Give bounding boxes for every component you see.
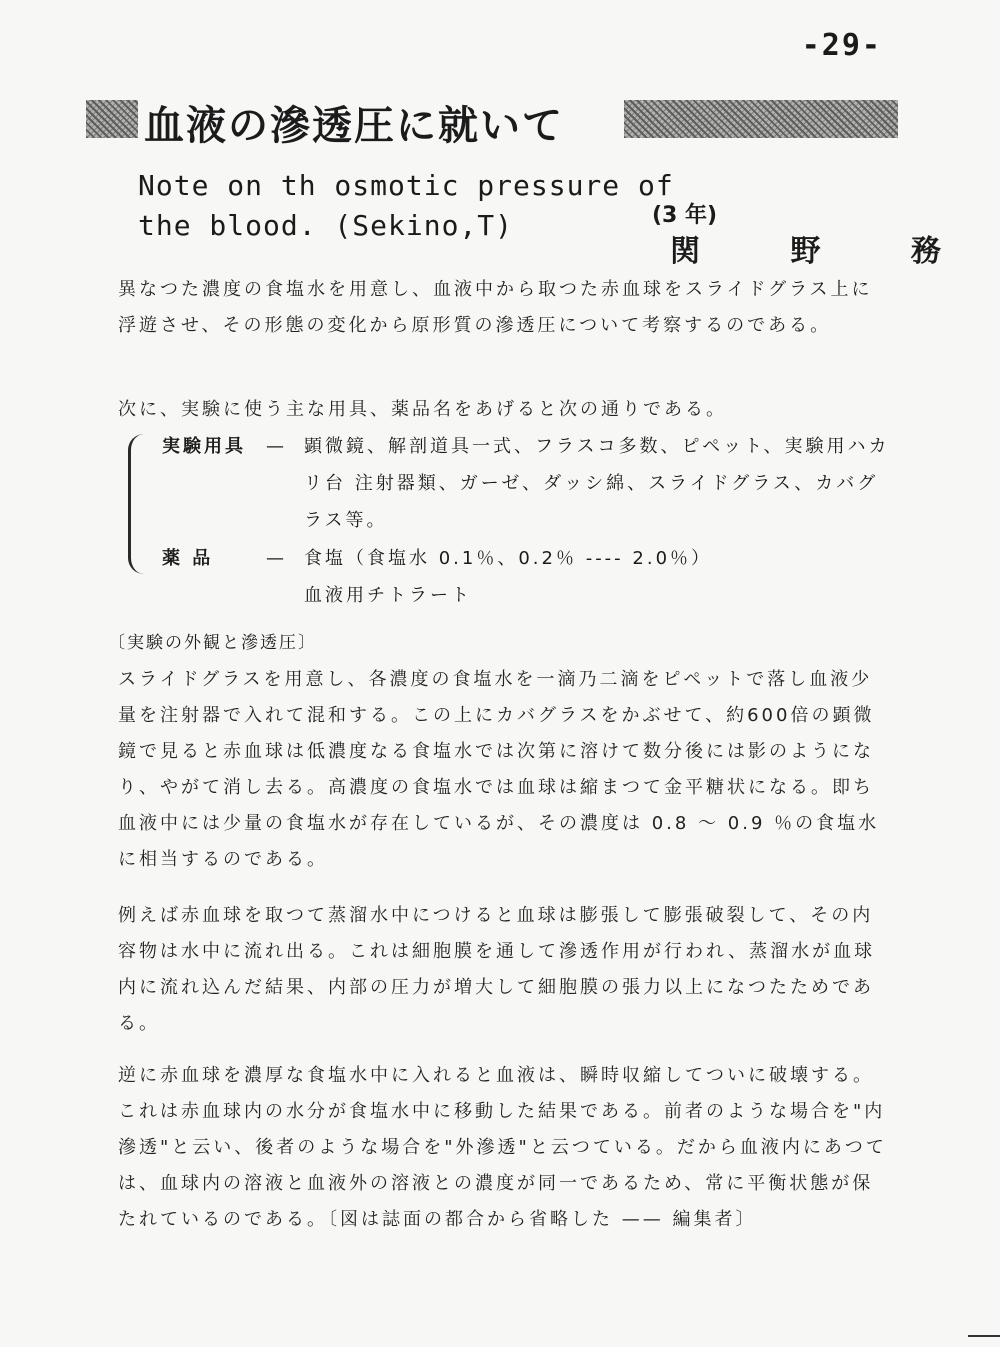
author-name: 関 野 務 (670, 234, 981, 269)
redaction-noise-left (86, 100, 138, 138)
reagent-dash: — (266, 548, 287, 569)
english-title: Note on th osmotic pressure of the blood. (Sekino,T) (138, 169, 674, 242)
observation-paragraph-3: 逆に赤血球を濃厚な食塩水中に入れると血液は、瞬時収縮してついに破壊する。これは赤血球内の水分が食塩水中に移動した結果である。前者のような場合を"内滲透"と云い、後者のような場合を"外滲透"と云つている。だから血液内にあつては、血球内の溶液と血液外の溶液との濃度が同一であるため、常に平衡状態が保たれているのである。〔図は誌面の都合から省略した —— 編集者〕 (118, 1065, 887, 1230)
observation-paragraph-1: スライドグラスを用意し、各濃度の食塩水を一滴乃二滴をピペットで落し血液少量を注射器で入れて混和する。この上にカバグラスをかぶせて、約600倍の顕微鏡で見ると赤血球は低濃度なる食塩水では次第に溶けて数分後には影のようになり、やがて消し去る。高濃度の食塩水では血球は縮まつて金平糖状になる。即ち血液中には少量の食塩水が存在しているが、その濃度は 0.8 〜 0.9 ％の食塩水に相当するのである。 (118, 669, 880, 870)
equipment-value: 顕微鏡、解剖道具一式、フラスコ多数、ピペット、実験用ハカリ台 注射器類、ガーゼ、ダッシ綿、スライドグラス、カバグラス等。 (304, 436, 890, 531)
materials-list (128, 428, 898, 628)
reagent-value-line2: 血液用チトラート (304, 585, 472, 606)
list-intro-paragraph: 次に、実験に使う主な用具、薬品名をあげると次の通りである。 (118, 399, 727, 420)
margin-mark (968, 1335, 1000, 1337)
equipment-dash: — (266, 436, 287, 457)
reagent-row (162, 540, 894, 614)
reagent-value (304, 540, 894, 614)
page-number: -29- (801, 28, 882, 63)
japanese-title: 血液の滲透圧に就いて (144, 103, 564, 149)
redaction-noise-right (624, 100, 898, 138)
curly-brace (128, 434, 153, 574)
title-row (86, 94, 898, 150)
reagent-label: 薬 品 (162, 548, 214, 569)
observation-paragraph-2: 例えば赤血球を取つて蒸溜水中につけると血球は膨張して膨張破裂して、その内容物は水中に流れ出る。これは細胞膜を通して滲透作用が行われ、蒸溜水が血球内に流れ込んだ結果、内部の圧力が増大して細胞膜の張力以上になつたためである。 (118, 905, 876, 1034)
grade-label: (3 年) (652, 203, 718, 228)
reagent-value-line1: 食塩（食塩水 0.1％、0.2％ ---- 2.0％） (304, 548, 713, 569)
equipment-label: 実験用具 (162, 436, 246, 457)
section-heading: 〔実験の外観と滲透圧〕 (108, 633, 317, 653)
intro-paragraph: 異なつた濃度の食塩水を用意し、血液中から取つた赤血球をスライドグラス上に浮遊させ、その形態の変化から原形質の滲透圧について考察するのである。 (118, 279, 873, 336)
equipment-row (162, 428, 894, 539)
